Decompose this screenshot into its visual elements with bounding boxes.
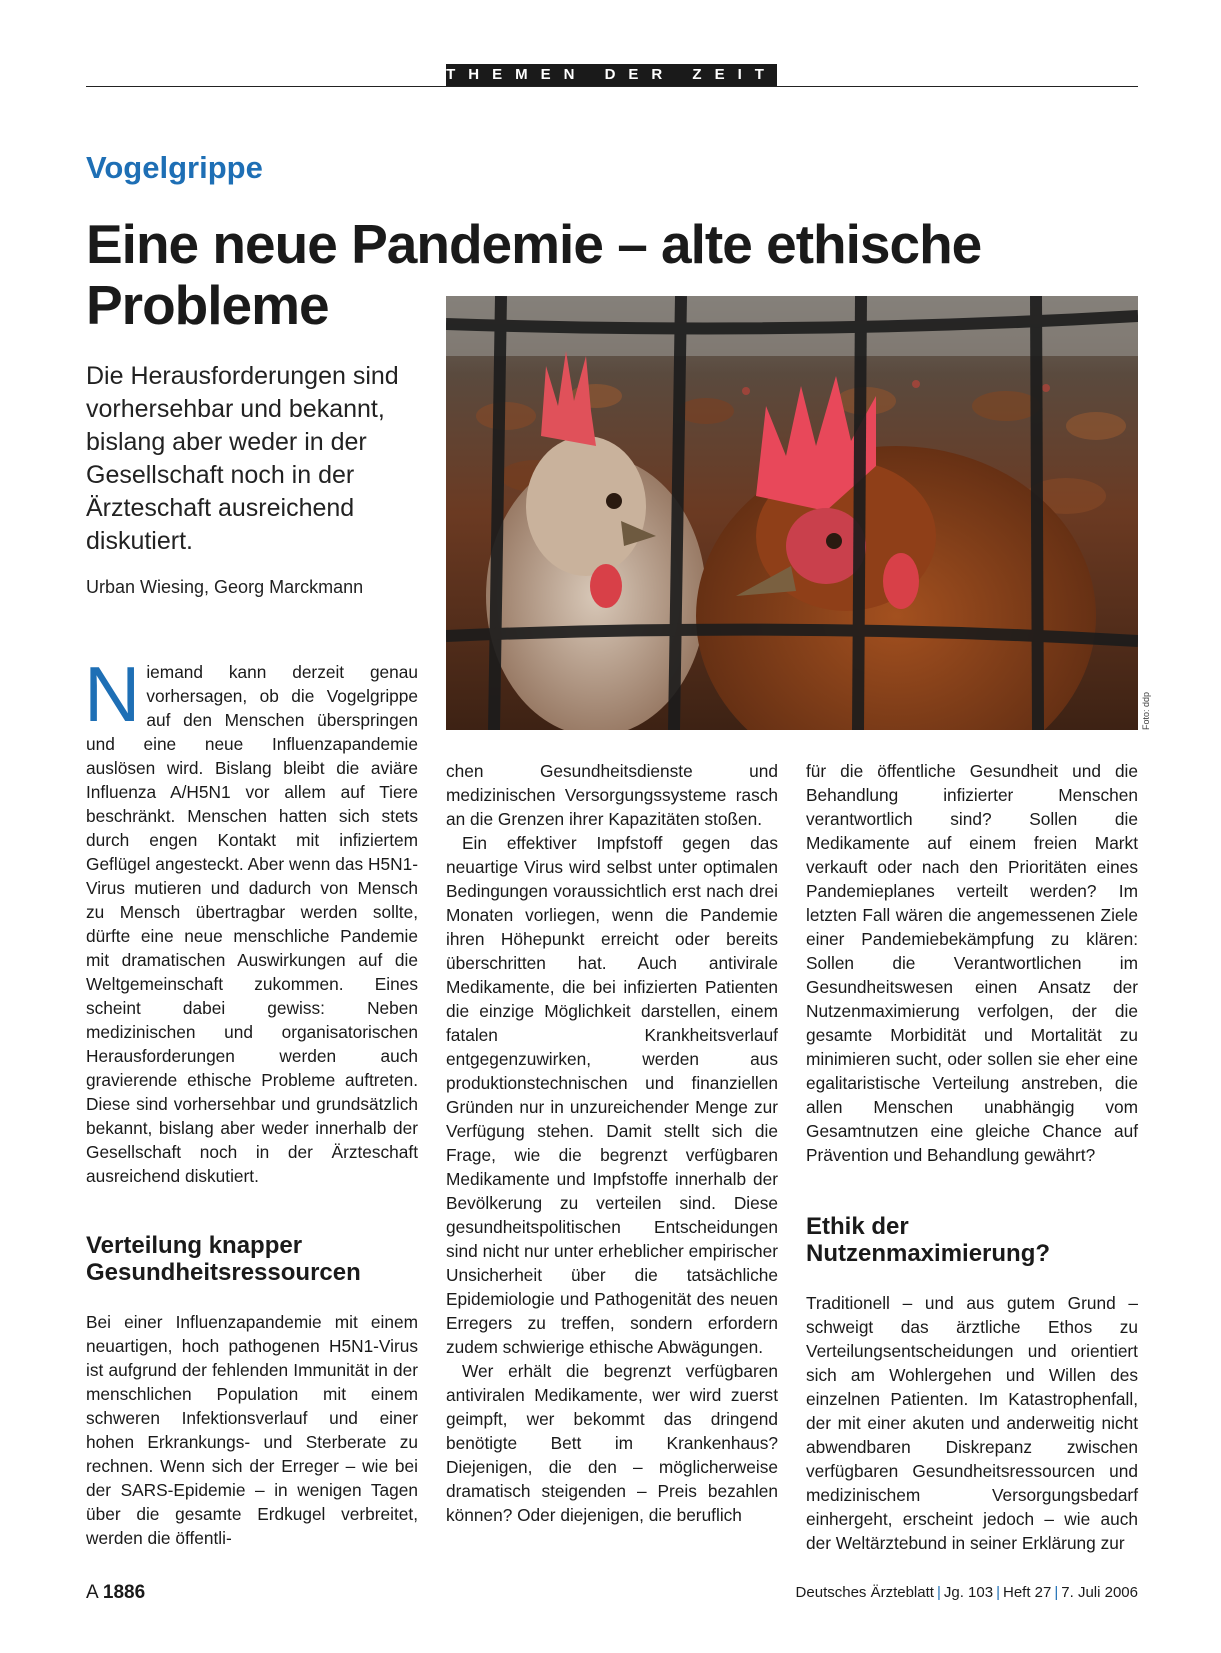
column-1-part-2: [86, 1310, 418, 1550]
page-number: [86, 1582, 145, 1604]
column-1-paragraph-1: [84, 650, 418, 1188]
subhead-1: Verteilung knapper Gesundheitsressourcen: [86, 1232, 361, 1286]
section-tag: THEMEN DER ZEIT: [446, 64, 777, 86]
page-prefix: A: [86, 1582, 98, 1603]
journal-info: Deutsches Ärzteblatt | Jg. 103 | Heft 27 | 7. Juli 2006: [795, 1584, 1138, 1601]
column-1-text-1: iemand kann derzeit genau vorhersagen, ob die Vogelgrippe auf den Menschen überspringen und eine neue Influenzapandemie auslösen wird. Bislang bleibt die aviäre Influenza A/H5N1 vor allem auf Tiere beschränkt. Menschen hatten sich stets durch engen Kontakt mit infiziertem Geflügel angesteckt. Aber wenn das H5N1-Virus mutieren und dadurch von Mensch zu Mensch übertragbar werden sollte, dürfte eine neue menschliche Pandemie mit dramatischen Auswirkungen auf die Weltgemeinschaft zukommen. Eines scheint dabei gewiss: Neben medizinischen und organisatorischen Herausforderungen werden auch gravierende ethische Probleme auftreten. Diese sind vorhersehbar und grundsätzlich bekannt, bislang aber weder innerhalb der Gesellschaft noch in der Ärzteschaft ausreichend diskutiert.: [86, 662, 418, 1186]
column-3-paragraph-1: für die öffentliche Gesundheit und die Behandlung infizierter Menschen verantwortlich sind? Sollen die Medikamente auf einem freien Markt verkauft oder nach den Prioritäten eines Pandemieplanes verteilt werden? Im letzten Fall wären die angemessenen Ziele einer Pandemiebekämpfung zu klären: Sollen die Verantwortlichen im Gesundheitswesen einen Ansatz der Nutzenmaximierung verfolgen, der die gesamte Morbidität und Mortalität zu minimieren sucht, oder sollen sie eher eine egalitaristische Verteilung anstreben, die allen Menschen unabhängig vom Gesamtnutzen eine gleiche Chance auf Prävention und Behandlung gewährt?: [806, 761, 1138, 1165]
journal-date: 7. Juli 2006: [1061, 1584, 1138, 1601]
deck: Die Herausforderungen sind vorhersehbar und bekannt, bislang aber weder in der Gesellschaft noch in der Ärzteschaft ausreichend diskutiert.: [86, 362, 399, 555]
authors: Urban Wiesing, Georg Marckmann: [86, 577, 364, 597]
photo-credit: Foto: ddp: [1141, 691, 1151, 730]
column-2-paragraph-3: Wer erhält die begrenzt verfügbaren antiviralen Medikamente, wer wird zuerst geimpft, wer bekommt das dringend benötigte Bett im Krankenhaus? Diejenigen, die den – möglicherweise dramatisch steigenden – Preis bezahlen können? Oder diejenigen, die beruflich: [446, 1361, 778, 1525]
column-3: [806, 759, 1138, 1167]
column-2-paragraph-1: chen Gesundheitsdienste und medizinischen Versorgungssysteme rasch an die Grenzen ihrer Kapazitäten stoßen.: [446, 761, 778, 829]
column-3-paragraph-2: Traditionell – und aus gutem Grund – schweigt das ärztliche Ethos zu Verteilungsentscheidungen und orientiert sich am Wohlergehen und Willen des einzelnen Patienten. Im Katastrophenfall, der mit einer akuten und anderweitig nicht abwendbaren Diskrepanz zwischen verfügbaren Gesundheitsressourcen und medizinischem Versorgungsbedarf einhergeht, erscheint jedoch – wie auch der Weltärztebund in seiner Erklärung zur: [806, 1293, 1138, 1553]
headline: Eine neue Pandemie – alte ethische Probleme: [86, 213, 982, 336]
column-1: [84, 650, 418, 1188]
photo-chickens-in-cage: [446, 296, 1138, 730]
column-1-paragraph-2: Bei einer Influenzapandemie mit einem neuartigen, hoch pathogenen H5N1-Virus ist aufgrund der fehlenden Immunität in der menschlichen Population mit einem schweren Infektionsverlauf und einer hohen Erkrankungs- und Sterberate zu rechnen. Wenn sich der Erreger – wie bei der SARS-Epidemie – in wenigen Tagen über die gesamte Erdkugel verbreitet, werden die öffentli-: [86, 1312, 418, 1548]
header-rule: [86, 86, 1138, 87]
column-2: [446, 759, 778, 1527]
journal-name: Deutsches Ärzteblatt: [795, 1584, 934, 1601]
kicker: Vogelgrippe: [86, 150, 263, 185]
page-number-value: 1886: [102, 1582, 146, 1603]
column-2-paragraph-2: Ein effektiver Impfstoff gegen das neuartige Virus wird selbst unter optimalen Bedingungen voraussichtlich erst nach drei Monaten vorliegen, wenn die Pandemie ihren Höhepunkt erreicht oder bereits überschritten hat. Auch antivirale Medikamente, die bei infizierten Patienten die einzige Möglichkeit darstellen, einem fatalen Krankheitsverlauf entgegenzuwirken, werden aus produktionstechnischen und finanziellen Gründen nur in unzureichender Menge zur Verfügung stehen. Damit stellt sich die Frage, wie die begrenzt verfügbaren Medikamente und Impfstoffe innerhalb der Bevölkerung zu verteilen sind. Diese gesundheitspolitischen Entscheidungen sind nicht nur unter erheblicher empirischer Unsicherheit über die tatsächliche Epidemiologie und Pathogenität des neuen Erregers zu treffen, sondern erfordern zudem schwierige ethische Abwägungen.: [446, 833, 778, 1357]
journal-issue: Heft 27: [1002, 1584, 1052, 1601]
dropcap: N: [84, 650, 141, 738]
journal-volume: Jg. 103: [943, 1584, 994, 1601]
subhead-2: Ethik der Nutzenmaximierung?: [806, 1213, 1051, 1267]
column-3-part-2: [806, 1291, 1138, 1555]
